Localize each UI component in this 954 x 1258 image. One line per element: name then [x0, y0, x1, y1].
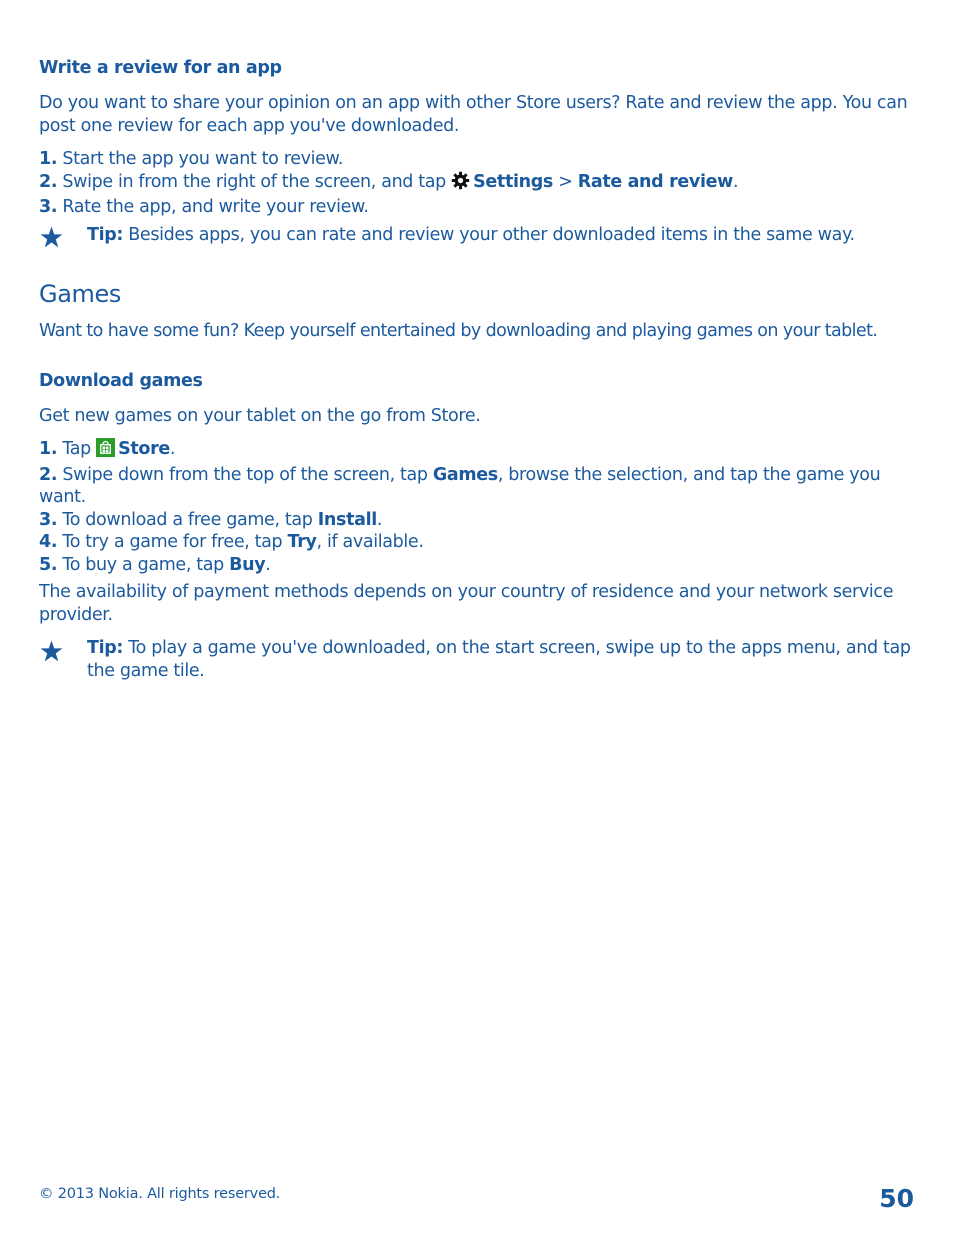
step-number: 1. [39, 149, 58, 169]
step-text: To download a free game, tap [62, 509, 313, 530]
review-step-2 [39, 171, 914, 197]
step-text: To try a game for free, tap [62, 532, 283, 552]
star-icon [39, 225, 64, 250]
store-label: Store [118, 439, 170, 459]
star-icon [39, 639, 64, 664]
step-text: Swipe down from the top of the screen, tap [62, 464, 428, 485]
page-number: 50 [879, 1184, 914, 1213]
copyright: © 2013 Nokia. All rights reserved. [39, 1186, 281, 1202]
tip-text: Besides apps, you can rate and review your other downloaded items in the same way. [128, 225, 855, 245]
rate-and-review-label: Rate and review [577, 171, 733, 192]
download-step-5 [39, 554, 914, 577]
step-number: 5. [39, 554, 58, 575]
download-step-2 [39, 464, 914, 509]
review-intro: Do you want to share your opinion on an app with other Store users? Rate and review the app. You can post one review for each app you've downloaded. [39, 93, 908, 136]
try-label: Try [287, 532, 317, 552]
store-icon [96, 438, 115, 464]
tip-text: To play a game you've downloaded, on the start screen, swipe up to the apps menu, and tap the game tile. [87, 638, 911, 681]
step-number: 4. [39, 532, 58, 552]
download-step-4 [39, 531, 914, 554]
review-step-3 [39, 196, 914, 219]
period: . [376, 509, 383, 530]
tip-label: Tip: [87, 638, 124, 658]
download-intro: Get new games on your tablet on the go from Store. [39, 406, 481, 426]
download-step-1 [39, 438, 914, 464]
download-steps [39, 438, 914, 576]
step-text: Swipe in from the right of the screen, and tap [62, 171, 446, 192]
step-text: Start the app you want to review. [62, 149, 344, 169]
step-number: 3. [39, 197, 58, 217]
buy-label: Buy [229, 554, 266, 575]
step-text: Tap [62, 439, 91, 459]
review-heading: Write a review for an app [39, 58, 282, 78]
period: . [265, 554, 271, 575]
separator: > [558, 171, 573, 192]
period: . [169, 439, 176, 459]
gear-icon [451, 171, 470, 197]
step-number: 1. [39, 439, 58, 459]
step-text: Rate the app, and write your review. [62, 197, 369, 217]
step-text: To buy a game, tap [62, 554, 224, 575]
step-number: 2. [39, 464, 58, 485]
settings-label: Settings [473, 171, 553, 192]
availability-text: The availability of payment methods depends on your country of residence and your network service provider. [39, 582, 894, 625]
review-tip [87, 224, 914, 247]
step-number: 2. [39, 171, 58, 192]
install-label: Install [317, 509, 377, 530]
tip-label: Tip: [87, 225, 124, 245]
review-step-1 [39, 148, 914, 171]
games-label: Games [432, 464, 498, 485]
games-heading: Games [39, 280, 121, 308]
download-heading: Download games [39, 371, 203, 391]
download-step-3 [39, 509, 914, 532]
download-tip [87, 637, 914, 682]
step-text: , if available. [316, 532, 424, 552]
games-intro: Want to have some fun? Keep yourself entertained by downloading and playing games on your tablet. [39, 321, 878, 341]
period: . [732, 171, 739, 192]
step-number: 3. [39, 509, 58, 530]
step-text: , browse the selection, and tap the game you want. [39, 464, 881, 507]
review-steps [39, 148, 914, 219]
